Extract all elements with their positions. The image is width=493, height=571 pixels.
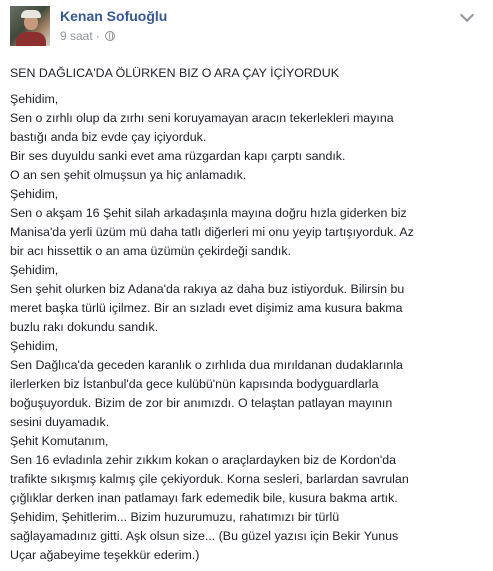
- post-line: Şehidim,: [10, 92, 59, 106]
- post-line: trafikte sıkışmış kalmış çile çekiyorduk. Korna sesleri, barlardan savrulan: [10, 472, 409, 486]
- author-name[interactable]: Kenan Sofuoğlu: [60, 8, 168, 24]
- avatar[interactable]: [10, 6, 50, 46]
- post-line: Sen Dağlıca'da geceden karanlık o zırhlıda dua mırıldanan dudaklarınla: [10, 358, 403, 372]
- post-line: Sen 16 evladınla zehir zıkkım kokan o araçlardayken biz de Kordon'da: [10, 453, 397, 467]
- post-line: Sen o zırhlı olup da zırhı seni koruyamayan aracın tekerlekleri mayına: [10, 111, 394, 125]
- post-line: Şehidim,: [10, 263, 59, 277]
- post-line: Şehidim, Şehitlerim... Bizim huzurumuzu, rahatımızı bir türlü: [10, 510, 340, 524]
- post-line: boğuşuyorduk. Bizim de zor bir anımızdı. O telaştan patlayan mayının: [10, 396, 393, 410]
- post-headline: SEN DAĞLICA'DA ÖLÜRKEN BIZ O ARA ÇAY İÇİYORDUK: [10, 66, 339, 80]
- post-lines: [10, 90, 488, 565]
- post-line: Uçar ağabeyime teşekkür ederim.): [10, 548, 200, 562]
- post-line: ilerlerken biz İstanbul'da gece kulübü'nün kapısında bodyguardlarla: [10, 377, 379, 391]
- post-line: Şehidim,: [10, 187, 59, 201]
- post-line: Şehidim,: [10, 339, 59, 353]
- post-body: [10, 64, 488, 565]
- post-line: Sen şehit olurken biz Adana'da rakıya az daha buz istiyorduk. Bilirsin bu: [10, 282, 405, 296]
- post-line: Bir ses duyuldu sanki evet ama rüzgardan kapı çarptı sandık.: [10, 149, 346, 163]
- post-line: Şehit Komutanım,: [10, 434, 109, 448]
- timestamp[interactable]: 9 saat: [60, 29, 93, 43]
- post-line: Sen o akşam 16 Şehit silah arkadaşınla mayına doğru hızla giderken biz: [10, 206, 407, 220]
- post-line: çığlıklar derken inan patlamayı fark edemedik bile, kusura bakma artık.: [10, 491, 398, 505]
- post-line: meret başka türlü içilmez. Bir an sızladı evet dişimiz ama kusura bakma: [10, 301, 403, 315]
- post-meta: [60, 29, 115, 43]
- post-line: sağlayamadınız gitti. Aşk olsun size... (Bu güzel yazısı için Bekir Yunus: [10, 529, 399, 543]
- post-line: O an sen şehit olmuşsun ya hiç anlamadık.: [10, 168, 247, 182]
- chevron-down-icon[interactable]: [460, 8, 474, 22]
- meta-separator: ·: [95, 29, 100, 43]
- globe-icon: [105, 31, 115, 41]
- post-line: bir acı hissettik o an ama üzümün çekirdeği sandık.: [10, 244, 291, 258]
- post-line: buzlu rakı dokundu sandık.: [10, 320, 159, 334]
- post-line: Manisa'da yerli üzüm mü daha tatlı diğerleri mi onu yeyip tartışıyorduk. Az: [10, 225, 414, 239]
- post-line: sesini duyamadık.: [10, 415, 110, 429]
- post-line: bastığı anda biz evde çay içiyorduk.: [10, 130, 207, 144]
